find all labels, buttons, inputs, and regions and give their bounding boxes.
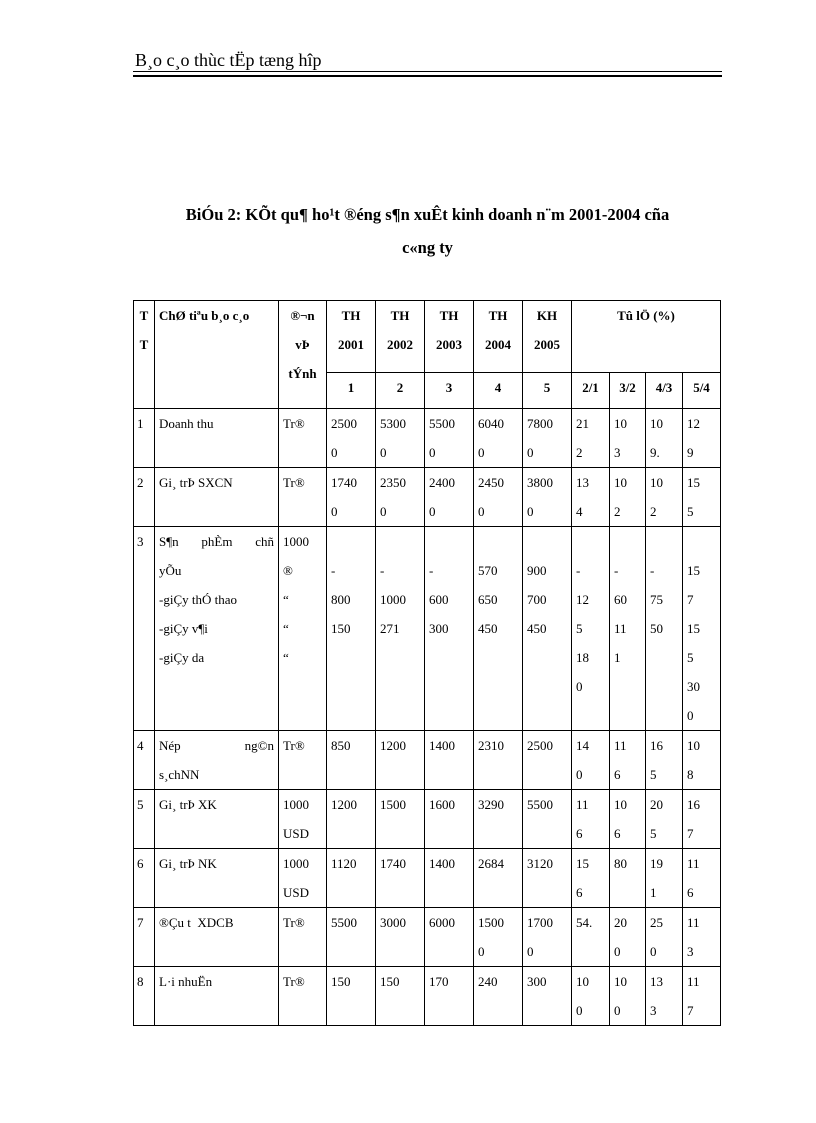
row-value-5: 1700 0 [523, 908, 572, 967]
row-ratio-2: 10 6 [610, 790, 646, 849]
table-title [133, 198, 722, 264]
row-ratio-1: 54. [572, 908, 610, 967]
row-ratio-2: 80 [610, 849, 646, 908]
row-ratio-1: 10 0 [572, 967, 610, 1026]
row-ratio-4: 12 9 [683, 409, 721, 468]
row-stt: 7 [134, 908, 155, 967]
table-row [134, 908, 721, 967]
row-value-1: 1740 0 [327, 468, 376, 527]
row-ratio-3: 13 3 [646, 967, 683, 1026]
row-indicator-line-1: S¶n phÈm chñ [159, 534, 274, 549]
table-row [134, 790, 721, 849]
row-value-1: 1200 [327, 790, 376, 849]
row-value-3: 1600 [425, 790, 474, 849]
row-ratio-1: 14 0 [572, 731, 610, 790]
row-ratio-4: 16 7 [683, 790, 721, 849]
row-indicator: Gi¸ trÞ NK [155, 849, 279, 908]
header-col-num-4: 4 [474, 372, 523, 408]
row-stt: 4 [134, 731, 155, 790]
table-row [134, 527, 721, 731]
row-value-3: 5500 0 [425, 409, 474, 468]
row-unit: Tr® [279, 967, 327, 1026]
row-ratio-3: 25 0 [646, 908, 683, 967]
table-row [134, 731, 721, 790]
row-stt: 5 [134, 790, 155, 849]
row-value-4: 2450 0 [474, 468, 523, 527]
row-ratio-1: 15 6 [572, 849, 610, 908]
row-indicator: ®Çu t XDCB [155, 908, 279, 967]
row-ratio-3: 19 1 [646, 849, 683, 908]
row-indicator [155, 731, 279, 790]
row-ratio-4: 10 8 [683, 731, 721, 790]
results-table [133, 300, 721, 1026]
header-ratio-5-4: 5/4 [683, 372, 721, 408]
header-col-num-1: 1 [327, 372, 376, 408]
row-value-3: 6000 [425, 908, 474, 967]
header-year-5: KH 2005 [523, 301, 572, 373]
row-value-2: 1740 [376, 849, 425, 908]
row-value-4: 2310 [474, 731, 523, 790]
row-indicator [155, 527, 279, 731]
row-value-3: 170 [425, 967, 474, 1026]
row-ratio-1: 13 4 [572, 468, 610, 527]
row-value-1: 850 [327, 731, 376, 790]
row-indicator-line-1: Nép ng©n [159, 738, 274, 753]
header-year-2: TH 2002 [376, 301, 425, 373]
row-ratio-2: 10 3 [610, 409, 646, 468]
row-ratio-1: - 12 5 18 0 [572, 527, 610, 731]
row-ratio-3: - 75 50 [646, 527, 683, 731]
title-line-2: c«ng ty [402, 238, 453, 257]
row-ratio-3: 10 9. [646, 409, 683, 468]
row-indicator: L·i nhuËn [155, 967, 279, 1026]
row-value-3: - 600 300 [425, 527, 474, 731]
row-ratio-2: - 60 11 1 [610, 527, 646, 731]
row-unit: 1000 USD [279, 849, 327, 908]
row-value-5: 3800 0 [523, 468, 572, 527]
header-indicator: ChØ tiªu b¸o c¸o [155, 301, 279, 409]
row-value-4: 6040 0 [474, 409, 523, 468]
row-ratio-1: 11 6 [572, 790, 610, 849]
header-col-num-2: 2 [376, 372, 425, 408]
header-tt: T T [134, 301, 155, 409]
row-ratio-2: 10 2 [610, 468, 646, 527]
row-ratio-2: 11 6 [610, 731, 646, 790]
row-ratio-2: 20 0 [610, 908, 646, 967]
row-ratio-2: 10 0 [610, 967, 646, 1026]
row-stt: 3 [134, 527, 155, 731]
row-value-5: 300 [523, 967, 572, 1026]
row-value-1: 5500 [327, 908, 376, 967]
row-value-2: 2350 0 [376, 468, 425, 527]
row-indicator: Doanh thu [155, 409, 279, 468]
row-value-2: 3000 [376, 908, 425, 967]
row-stt: 1 [134, 409, 155, 468]
row-unit: 1000 USD [279, 790, 327, 849]
header-year-4: TH 2004 [474, 301, 523, 373]
header-text: B¸o c¸o thùc tËp tæng hîp [135, 50, 322, 70]
row-value-3: 2400 0 [425, 468, 474, 527]
row-value-1: - 800 150 [327, 527, 376, 731]
table-row [134, 409, 721, 468]
table-row [134, 849, 721, 908]
row-ratio-3: 10 2 [646, 468, 683, 527]
row-ratio-4: 15 7 15 5 30 0 [683, 527, 721, 731]
row-stt: 8 [134, 967, 155, 1026]
row-value-5: 5500 [523, 790, 572, 849]
header-ratio: Tû lÖ (%) [572, 301, 721, 373]
row-ratio-3: 20 5 [646, 790, 683, 849]
row-value-4: 570 650 450 [474, 527, 523, 731]
row-value-4: 1500 0 [474, 908, 523, 967]
row-value-1: 150 [327, 967, 376, 1026]
row-value-3: 1400 [425, 731, 474, 790]
header-ratio-4-3: 4/3 [646, 372, 683, 408]
header-col-num-5: 5 [523, 372, 572, 408]
row-value-2: 1200 [376, 731, 425, 790]
row-unit: 1000 ® “ “ “ [279, 527, 327, 731]
row-indicator-rest: s¸chNN [159, 767, 200, 782]
row-indicator-rest: yÕu -giÇy thÓ thao -giÇy v¶i -giÇy da [159, 563, 237, 665]
row-value-5: 900 700 450 [523, 527, 572, 731]
row-stt: 2 [134, 468, 155, 527]
row-value-5: 2500 [523, 731, 572, 790]
row-indicator: Gi¸ trÞ XK [155, 790, 279, 849]
page-header [133, 50, 722, 80]
row-indicator: Gi¸ trÞ SXCN [155, 468, 279, 527]
row-value-5: 7800 0 [523, 409, 572, 468]
row-unit: Tr® [279, 731, 327, 790]
header-col-num-3: 3 [425, 372, 474, 408]
row-value-3: 1400 [425, 849, 474, 908]
table-header-row-1 [134, 301, 721, 373]
row-value-4: 240 [474, 967, 523, 1026]
row-value-1: 1120 [327, 849, 376, 908]
header-ratio-2-1: 2/1 [572, 372, 610, 408]
row-ratio-4: 11 6 [683, 849, 721, 908]
row-value-1: 2500 0 [327, 409, 376, 468]
row-value-4: 2684 [474, 849, 523, 908]
row-value-5: 3120 [523, 849, 572, 908]
row-value-2: 1500 [376, 790, 425, 849]
row-value-2: 5300 0 [376, 409, 425, 468]
row-value-4: 3290 [474, 790, 523, 849]
row-value-2: - 1000 271 [376, 527, 425, 731]
row-ratio-4: 15 5 [683, 468, 721, 527]
row-stt: 6 [134, 849, 155, 908]
row-unit: Tr® [279, 468, 327, 527]
header-rule-thick [133, 75, 722, 77]
row-unit: Tr® [279, 908, 327, 967]
row-ratio-4: 11 7 [683, 967, 721, 1026]
row-ratio-1: 21 2 [572, 409, 610, 468]
header-rule-thin [133, 71, 722, 72]
title-line-1: BiÓu 2: KÕt qu¶ ho¹t ®éng s¶n xuÊt kinh doanh n¨m 2001-2004 cña [185, 205, 670, 224]
table-row [134, 967, 721, 1026]
header-year-1: TH 2001 [327, 301, 376, 373]
row-ratio-4: 11 3 [683, 908, 721, 967]
row-ratio-3: 16 5 [646, 731, 683, 790]
header-unit: ®¬n vÞ tÝnh [279, 301, 327, 409]
header-year-3: TH 2003 [425, 301, 474, 373]
table-row [134, 468, 721, 527]
row-unit: Tr® [279, 409, 327, 468]
row-value-2: 150 [376, 967, 425, 1026]
header-ratio-3-2: 3/2 [610, 372, 646, 408]
